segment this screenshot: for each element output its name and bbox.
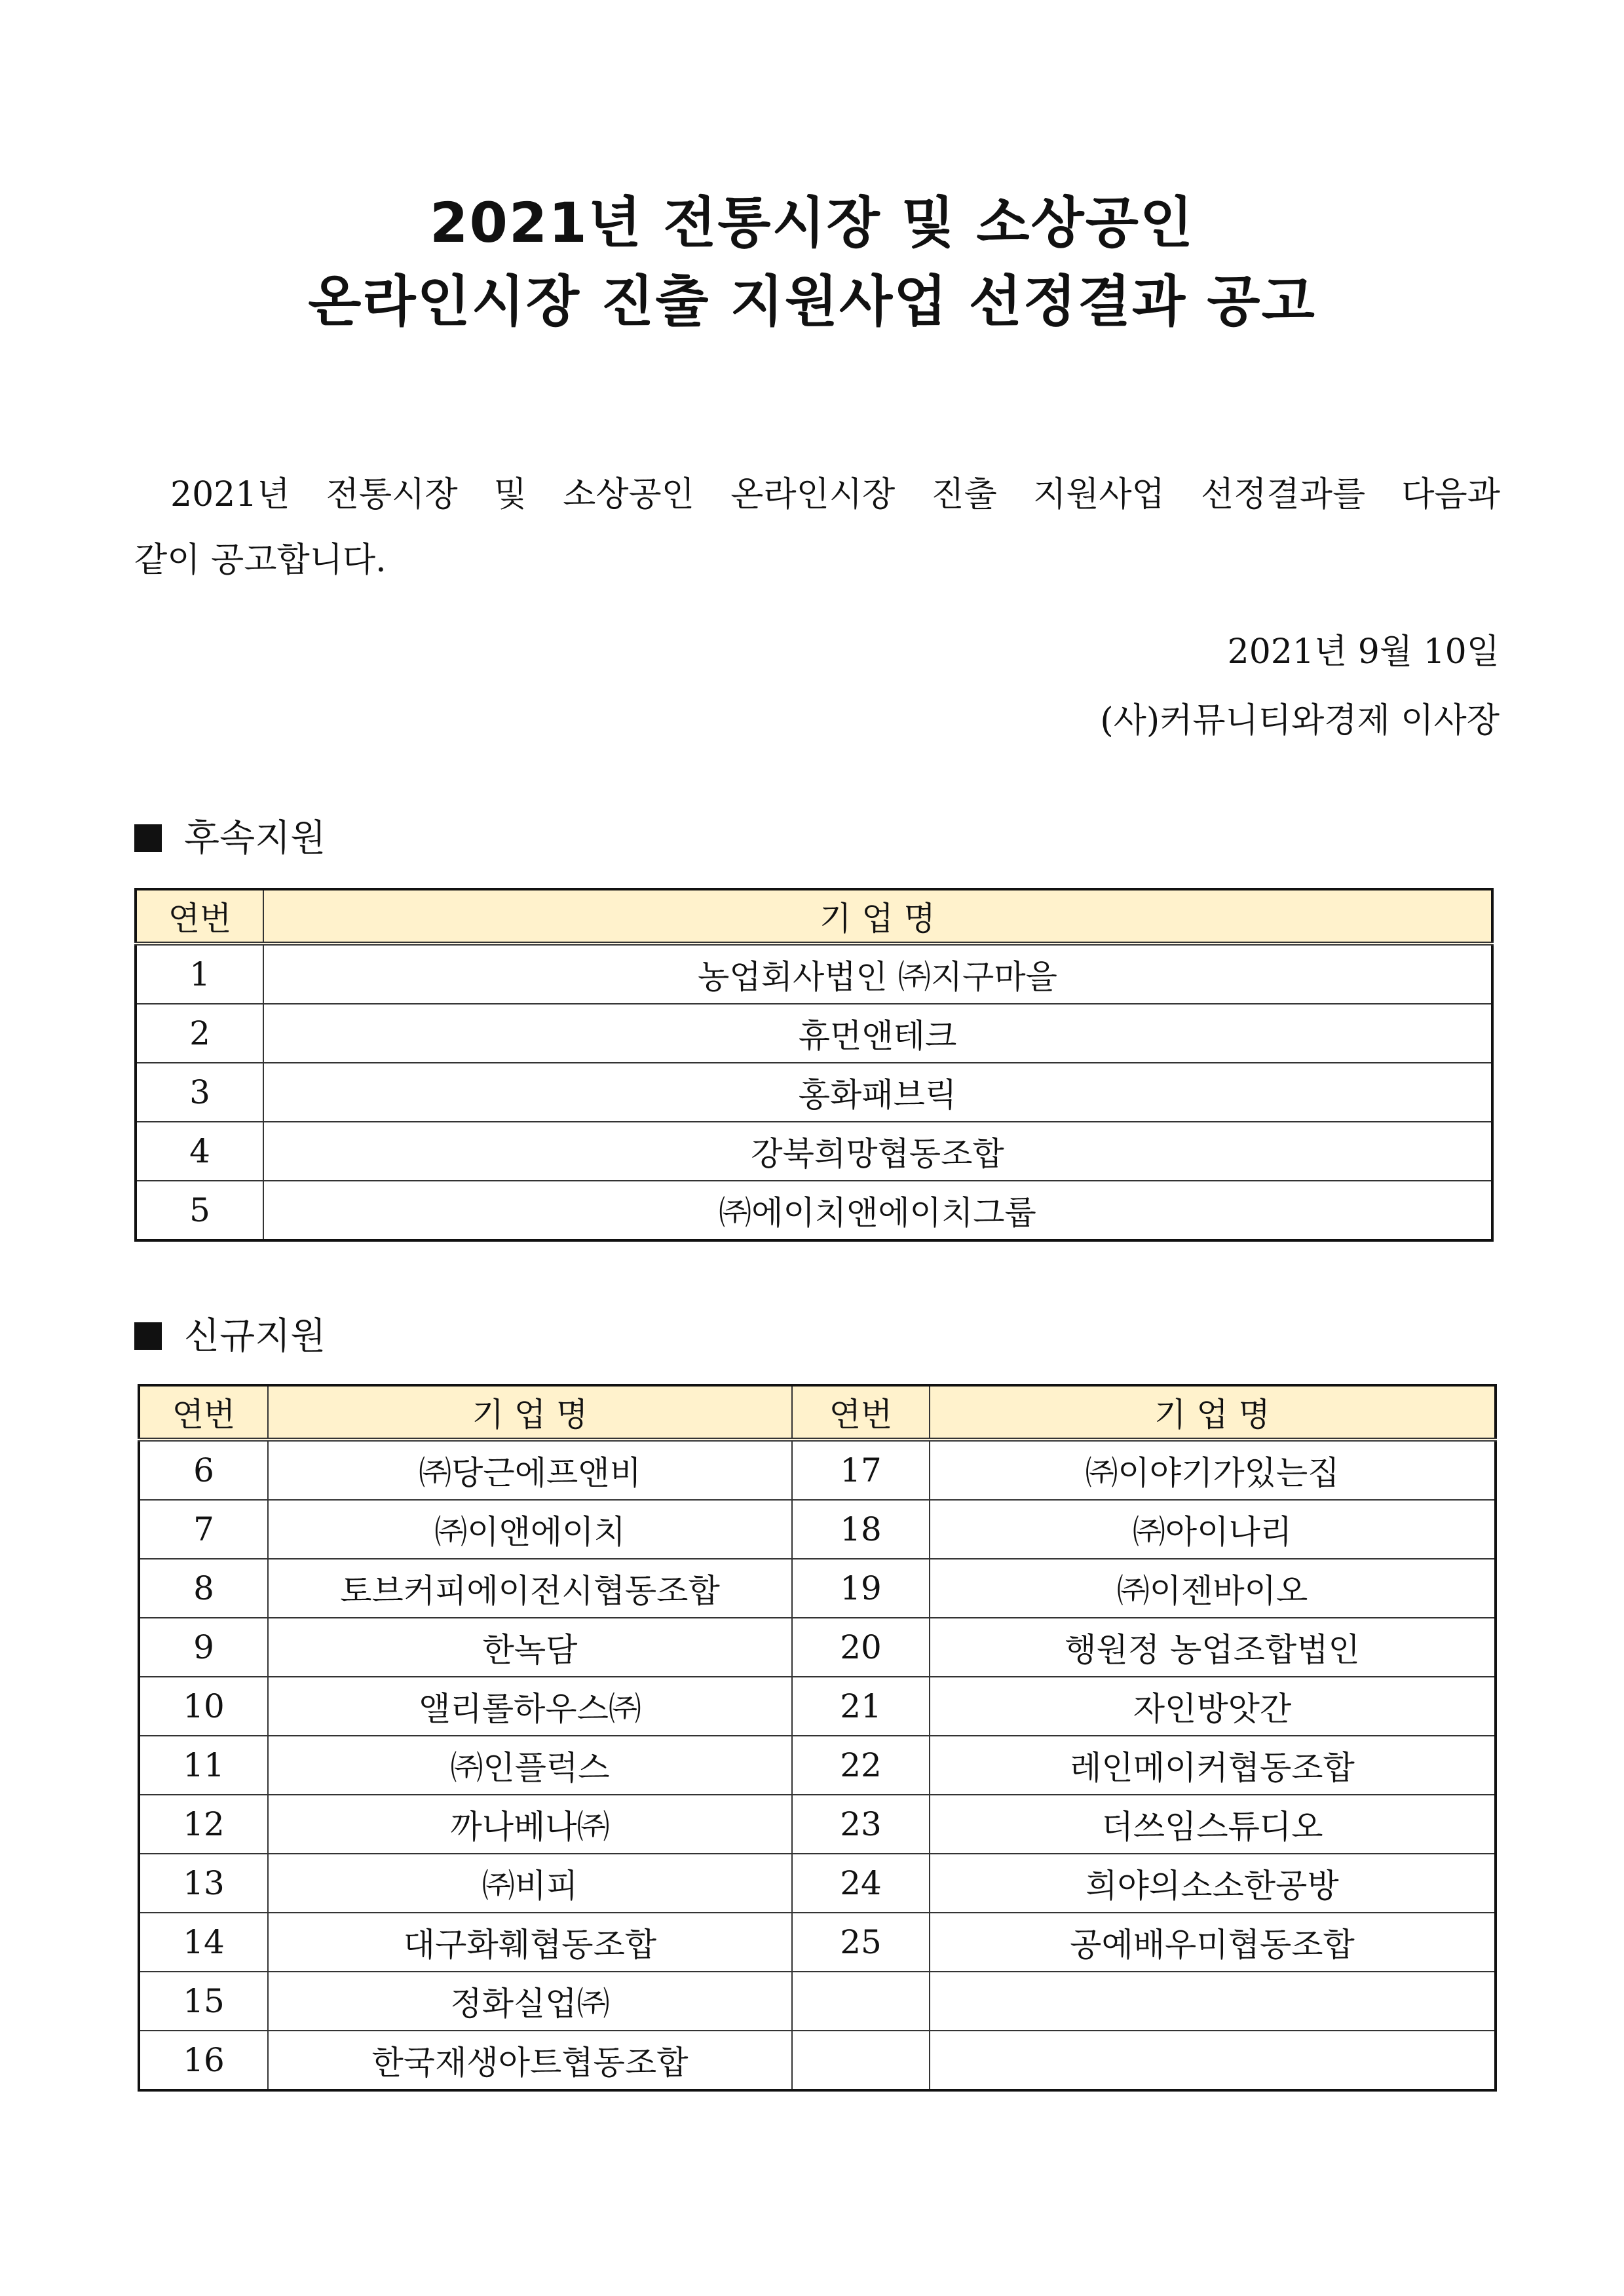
row-number: 25 <box>792 1913 930 1972</box>
row-number: 9 <box>139 1618 268 1677</box>
row-number: 21 <box>792 1677 930 1736</box>
new-support-table <box>138 1384 1497 2092</box>
header-company-name: 기 업 명 <box>268 1385 792 1440</box>
company-name: 농업회사법인 ㈜지구마을 <box>263 944 1492 1004</box>
table-row <box>136 944 1492 1004</box>
body-line-1: 2021년 전통시장 및 소상공인 온라인시장 진출 지원사업 선정결과를 다음과 <box>170 475 1500 514</box>
row-number: 19 <box>792 1559 930 1618</box>
header-no: 연번 <box>792 1385 930 1440</box>
row-number: 1 <box>136 944 263 1004</box>
row-number: 10 <box>139 1677 268 1736</box>
company-name: 까나베나㈜ <box>268 1795 792 1854</box>
company-name <box>930 2031 1496 2090</box>
table-header-row <box>136 889 1492 944</box>
company-name: 레인메이커협동조합 <box>930 1736 1496 1795</box>
row-number: 16 <box>139 2031 268 2090</box>
row-number: 17 <box>792 1440 930 1500</box>
title-line-1: 2021년 전통시장 및 소상공인 <box>430 191 1194 255</box>
company-name: 행원정 농업조합법인 <box>930 1618 1496 1677</box>
row-number: 23 <box>792 1795 930 1854</box>
row-number: 4 <box>136 1122 263 1181</box>
section-heading-new <box>134 1311 326 1363</box>
table-row <box>139 1559 1496 1618</box>
company-name: ㈜이앤에이치 <box>268 1500 792 1559</box>
company-name: ㈜이야기가있는집 <box>930 1440 1496 1500</box>
section-title: 후속지원 <box>184 817 326 860</box>
header-no: 연번 <box>139 1385 268 1440</box>
row-number <box>792 1972 930 2031</box>
table-row <box>139 1500 1496 1559</box>
table-row <box>139 1736 1496 1795</box>
row-number: 14 <box>139 1913 268 1972</box>
row-number: 6 <box>139 1440 268 1500</box>
table-row <box>136 1063 1492 1122</box>
company-name: ㈜인플럭스 <box>268 1736 792 1795</box>
table-row <box>139 2031 1496 2090</box>
company-name: 공예배우미협동조합 <box>930 1913 1496 1972</box>
company-name: ㈜에이치앤에이치그룹 <box>263 1181 1492 1240</box>
header-company-name: 기 업 명 <box>263 889 1492 944</box>
company-name: 한녹담 <box>268 1618 792 1677</box>
company-name: 희야의소소한공방 <box>930 1854 1496 1913</box>
row-number: 11 <box>139 1736 268 1795</box>
body-line-2: 같이 공고합니다. <box>134 541 387 580</box>
announcement-body <box>134 462 1500 593</box>
row-number: 13 <box>139 1854 268 1913</box>
header-no: 연번 <box>136 889 263 944</box>
table-row <box>139 1854 1496 1913</box>
row-number: 22 <box>792 1736 930 1795</box>
row-number: 18 <box>792 1500 930 1559</box>
company-name <box>930 1972 1496 2031</box>
table-row <box>139 1618 1496 1677</box>
table-row <box>139 1677 1496 1736</box>
company-name: ㈜아이나리 <box>930 1500 1496 1559</box>
row-number: 3 <box>136 1063 263 1122</box>
row-number: 12 <box>139 1795 268 1854</box>
row-number: 7 <box>139 1500 268 1559</box>
table-row <box>139 1440 1496 1500</box>
row-number: 24 <box>792 1854 930 1913</box>
company-name: ㈜이젠바이오 <box>930 1559 1496 1618</box>
company-name: 홍화패브릭 <box>263 1063 1492 1122</box>
company-name: 한국재생아트협동조합 <box>268 2031 792 2090</box>
announcement-date: 2021년 9월 10일 <box>1227 632 1500 672</box>
row-number <box>792 2031 930 2090</box>
table-row <box>136 1181 1492 1240</box>
company-name: ㈜당근에프앤비 <box>268 1440 792 1500</box>
company-name: 자인방앗간 <box>930 1677 1496 1736</box>
table-row <box>139 1795 1496 1854</box>
table-header-row <box>139 1385 1496 1440</box>
row-number: 20 <box>792 1618 930 1677</box>
square-bullet-icon <box>134 824 162 852</box>
title-line-2: 온라인시장 진출 지원사업 선정결과 공고 <box>308 269 1316 334</box>
table-row <box>136 1122 1492 1181</box>
header-company-name: 기 업 명 <box>930 1385 1496 1440</box>
company-name: 대구화훼협동조합 <box>268 1913 792 1972</box>
company-name: 앨리롤하우스㈜ <box>268 1677 792 1736</box>
table-row <box>139 1913 1496 1972</box>
issuing-organization: (사)커뮤니티와경제 이사장 <box>1100 701 1500 740</box>
square-bullet-icon <box>134 1322 162 1350</box>
table-row <box>139 1972 1496 2031</box>
section-title: 신규지원 <box>184 1315 326 1358</box>
company-name: 정화실업㈜ <box>268 1972 792 2031</box>
row-number: 5 <box>136 1181 263 1240</box>
row-number: 2 <box>136 1004 263 1063</box>
section-heading-follow-up <box>134 813 326 865</box>
table-row <box>136 1004 1492 1063</box>
company-name: 토브커피에이전시협동조합 <box>268 1559 792 1618</box>
company-name: ㈜비피 <box>268 1854 792 1913</box>
row-number: 15 <box>139 1972 268 2031</box>
row-number: 8 <box>139 1559 268 1618</box>
follow-up-support-table <box>134 888 1494 1242</box>
company-name: 더쓰임스튜디오 <box>930 1795 1496 1854</box>
company-name: 휴먼앤테크 <box>263 1004 1492 1063</box>
company-name: 강북희망협동조합 <box>263 1122 1492 1181</box>
